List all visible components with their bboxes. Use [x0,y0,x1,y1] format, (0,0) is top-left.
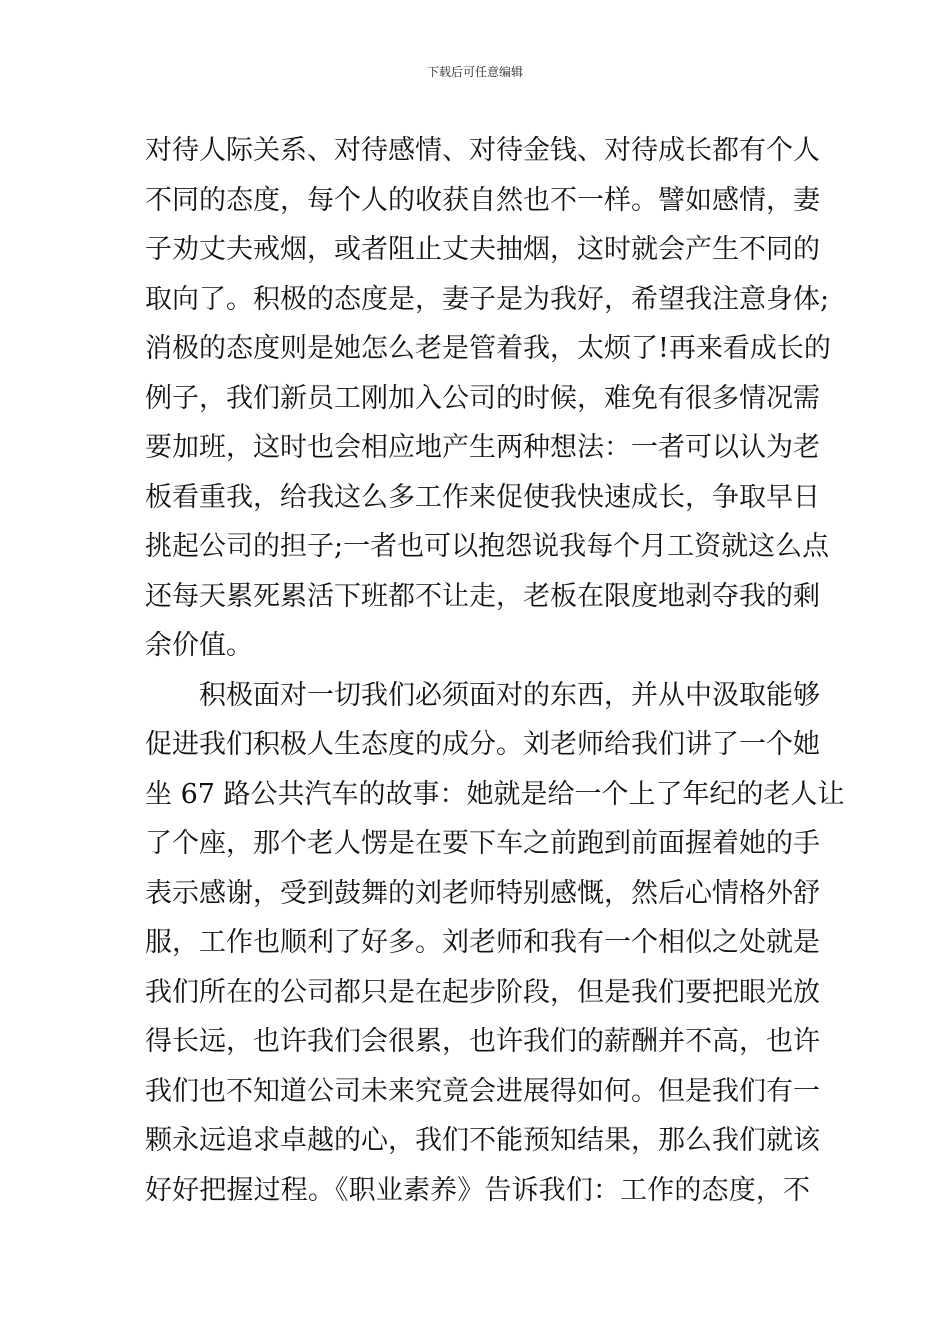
text-line: 取向了。积极的态度是，妻子是为我好，希望我注意身体; [145,283,830,315]
page-header: 下载后可任意编辑 [426,65,523,79]
text-line: 我们也不知道公司未来究竟会进展得如何。但是我们有一 [145,1075,820,1107]
text-line: 要加班，这时也会相应地产生两种想法：一者可以认为老 [145,432,820,463]
body-text [145,126,845,1215]
text-line: 子劝丈夫戒烟，或者阻止丈夫抽烟，这时就会产生不同的 [145,234,820,265]
text-line: 对待人际关系、对待感情、对待金钱、对待成长都有个人 [145,135,820,166]
text-line: 得长远，也许我们会很累，也许我们的薪酬并不高，也许 [145,1026,820,1057]
text-line: 余价值。 [145,630,253,661]
text-line: 了个座，那个老人愣是在要下车之前跑到前面握着她的手 [145,828,820,859]
text-line: 好好把握过程。《职业素养》告诉我们：工作的态度，不 [145,1174,810,1206]
text-line: 消极的态度则是她怎么老是管着我，太烦了!再来看成长的 [145,333,831,364]
text-line: 我们所在的公司都只是在起步阶段，但是我们要把眼光放 [145,976,820,1008]
text-line: 挑起公司的担子;一者也可以抱怨说我每个月工资就这么点 [145,531,830,562]
text-line: 积极面对一切我们必须面对的东西，并从中汲取能够 [199,679,820,711]
text-line: 例子，我们新员工刚加入公司的时候，难免有很多情况需 [145,382,820,414]
text-line: 板看重我，给我这么多工作来促使我快速成长，争取早日 [145,481,820,513]
text-line: 不同的态度，每个人的收获自然也不一样。譬如感情，妻 [145,184,820,216]
text-line: 服，工作也顺利了好多。刘老师和我有一个相似之处就是 [145,927,820,958]
paragraph-1 [145,126,831,671]
text-line: 表示感谢，受到鼓舞的刘老师特别感慨，然后心情格外舒 [145,877,820,909]
text-line: 坐 67 路公共汽车的故事：她就是给一个上了年纪的老人让 [145,778,845,810]
paragraph-2 [145,671,845,1216]
text-line: 颗永远追求卓越的心，我们不能预知结果，那么我们就该 [145,1125,820,1156]
text-line: 促进我们积极人生态度的成分。刘老师给我们讲了一个她 [145,729,820,760]
text-line: 还每天累死累活下班都不让走，老板在限度地剥夺我的剩 [145,580,820,612]
